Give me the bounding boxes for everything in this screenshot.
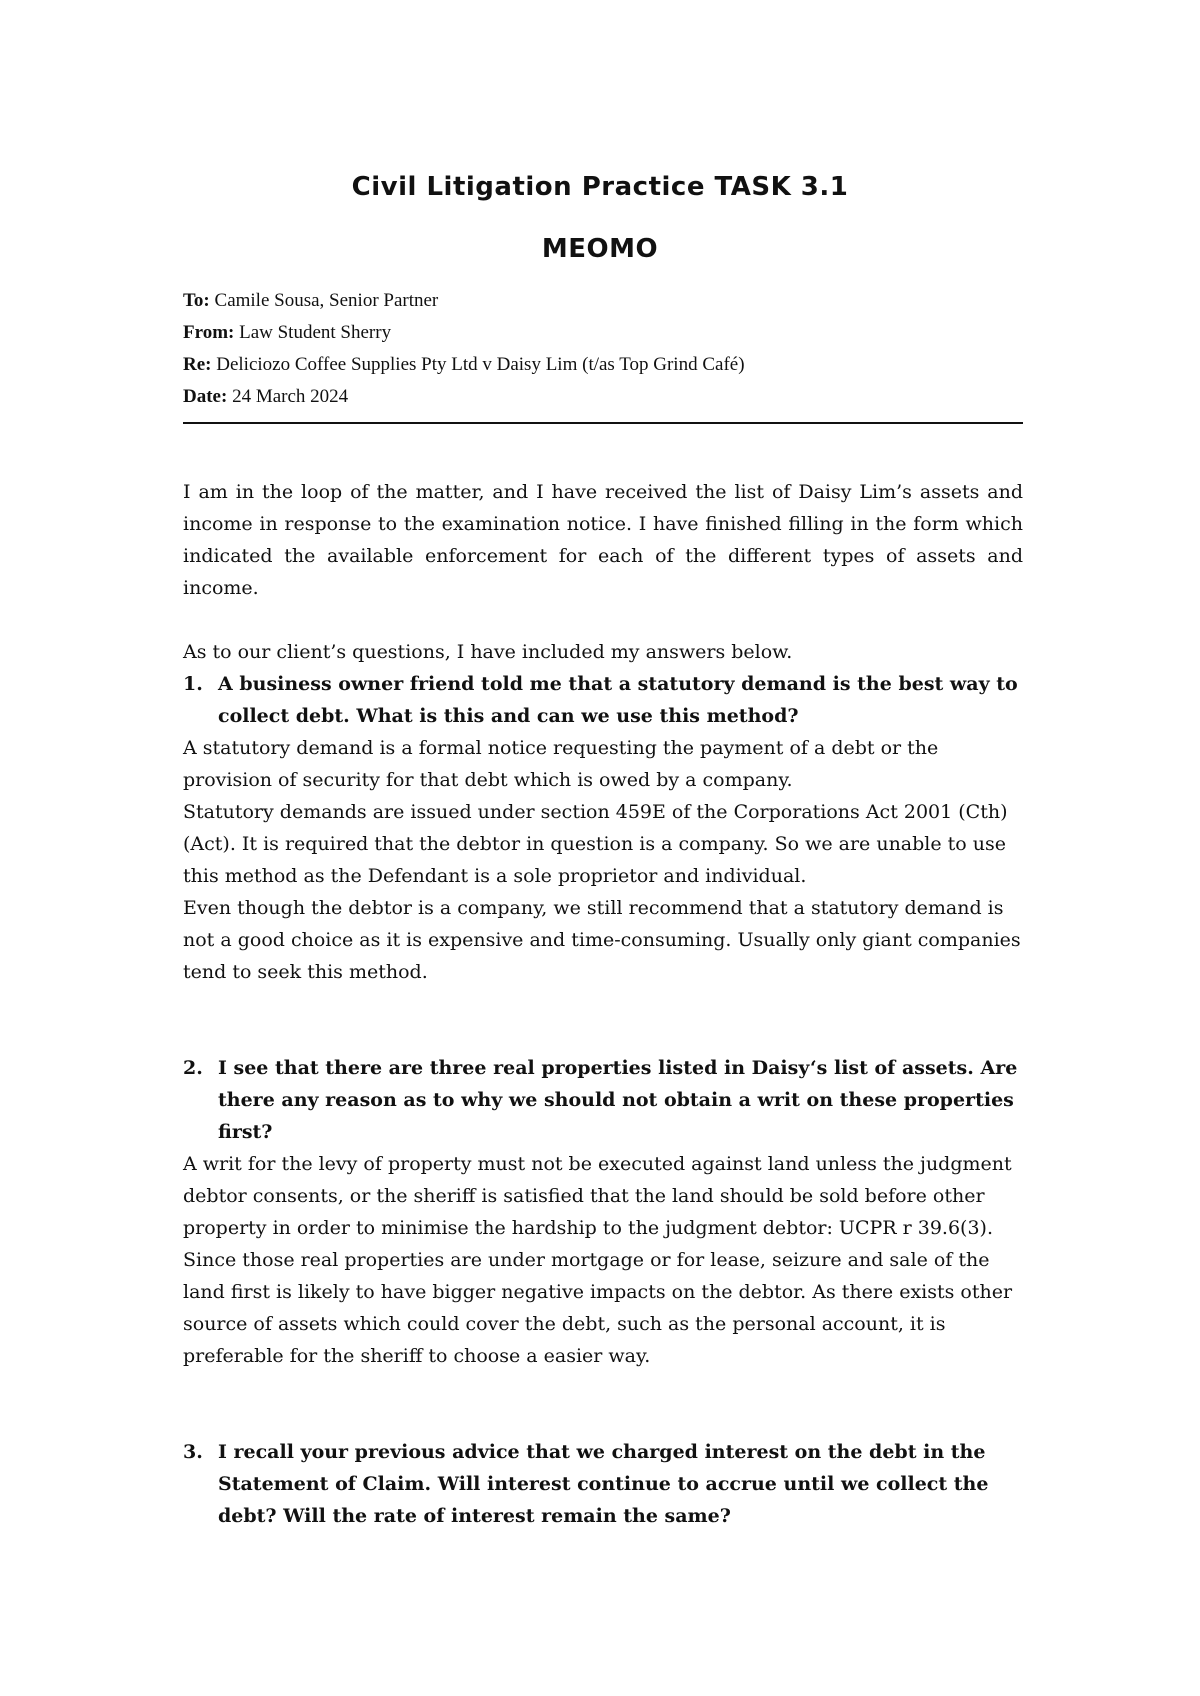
question-1 [183,668,1023,732]
question-number: 3. [183,1441,203,1463]
answer-paragraph: A writ for the levy of property must not be executed against land unless the judgment debtor consents, or the sheriff is satisfied that the land should be sold before other property in order to minimise the hardship to the judgment debtor: UCPR r 39.6(3). Since those real properties are under mortgage or for lease, seizure and sale of the land first is likely to have bigger negative impacts on the debtor. As there exists other source of assets which could cover the debt, such as the personal account, it is preferable for the sheriff to choose a easier way. [183,1153,1013,1367]
document-title: Civil Litigation Practice TASK 3.1 [351,172,849,202]
memo-re-label: Re: [183,354,212,375]
question-number: 1. [183,673,203,695]
memo-from-line [183,317,1023,349]
memo-date-value: 24 March 2024 [227,386,349,407]
memo-from-value: Law Student Sherry [234,322,392,343]
document-subtitle: MEOMO [541,234,659,264]
header-divider [183,422,1023,424]
memo-body [183,476,1023,1532]
memo-header [183,285,1023,413]
spacer [183,988,1023,1052]
memo-to-line [183,285,1023,317]
spacer [183,604,1023,636]
answer-paragraph: A statutory demand is a formal notice requesting the payment of a debt or the provision of security for that debt which is owed by a company. [183,737,939,791]
question-text: I recall your previous advice that we charged interest on the debt in the Statement of Claim. Will interest continue to accrue until we collect the debt? Will the rate of interest remain the same? [218,1441,989,1527]
memo-date-line [183,381,1023,413]
memo-from-label: From: [183,322,235,343]
question-text: I see that there are three real properties listed in Daisy‘s list of assets. Are there any reason as to why we should not obtain a writ on these properties first? [218,1057,1018,1143]
memo-re-line [183,349,1023,381]
spacer [183,1372,1023,1436]
memo-to-value: Camile Sousa, Senior Partner [209,290,439,311]
memo-to-label: To: [183,290,210,311]
memo-re-value: Deliciozo Coffee Supplies Pty Ltd v Daisy Lim (t/as Top Grind Café) [211,354,745,375]
answer-paragraph: Statutory demands are issued under section 459E of the Corporations Act 2001 (Cth) (Act). It is required that the debtor in question is a company. So we are unable to use this method as the Defendant is a sole proprietor and individual. [183,801,1008,887]
memo-date-label: Date: [183,386,228,407]
answer-paragraph: Even though the debtor is a company, we still recommend that a statutory demand is not a good choice as it is expensive and time-consuming. Usually only giant companies tend to seek this method. [183,897,1021,983]
answer-2 [183,1148,1023,1372]
question-2 [183,1052,1023,1148]
intro-lead-in: As to our client’s questions, I have included my answers below. [183,641,793,663]
question-text: A business owner friend told me that a statutory demand is the best way to collect debt. What is this and can we use this method? [218,673,1018,727]
question-number: 2. [183,1057,203,1079]
answer-1 [183,732,1023,988]
intro-paragraph: I am in the loop of the matter, and I have received the list of Daisy Lim’s assets and income in response to the examination notice. I have finished filling in the form which indicated the available enforcement for each of the different types of assets and income. [183,481,1023,599]
question-3 [183,1436,1023,1532]
